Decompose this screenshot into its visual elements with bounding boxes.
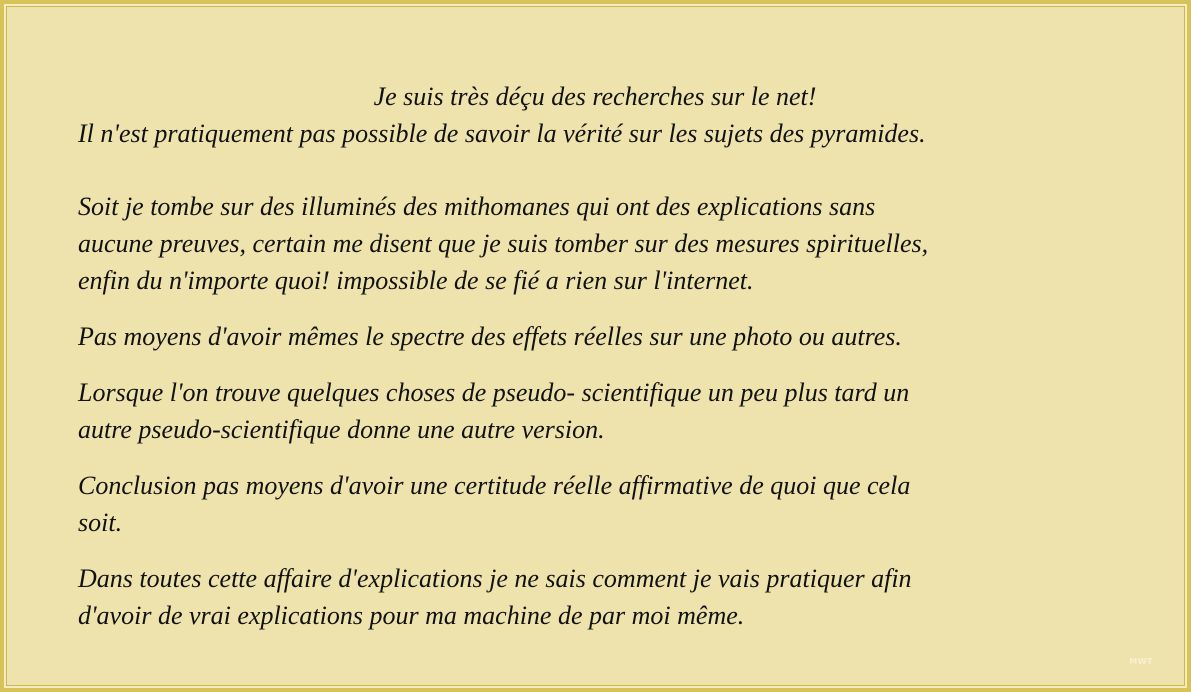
paragraph-line: aucune preuves, certain me disent que je suis tomber sur des mesures spirituelles, [78,229,929,258]
paragraph-line: Dans toutes cette affaire d'explications je ne sais comment je vais pratiquer afin [78,564,912,593]
paragraph-line: Lorsque l'on trouve quelques choses de pseudo- scientifique un peu plus tard un [78,378,910,407]
paragraph-line: Conclusion pas moyens d'avoir une certitude réelle affirmative de quoi que cela [78,471,911,500]
paragraph-line: Soit je tombe sur des illuminés des mithomanes qui ont des explications sans [78,192,876,221]
paragraph-line: d'avoir de vrai explications pour ma machine de par moi même. [78,601,745,630]
spacer [78,152,1128,188]
paragraph [78,560,1128,634]
paragraph-line: soit. [78,508,123,537]
paragraph-line: Pas moyens d'avoir mêmes le spectre des effets réelles sur une photo ou autres. [78,322,902,351]
paragraph [78,467,1128,541]
spacer [78,448,1128,467]
paragraph [78,318,1128,355]
intro-line: Je suis très déçu des recherches sur le net! [373,82,817,111]
spacer [78,299,1128,318]
watermark: MWT [1129,657,1153,666]
paragraph [78,374,1128,448]
spacer [78,355,1128,374]
intro-line: Il n'est pratiquement pas possible de savoir la vérité sur les sujets des pyramides. [78,119,926,148]
paragraph-line: autre pseudo-scientifique donne une autre version. [78,415,605,444]
message-text [78,78,1128,634]
paragraph [78,188,1128,299]
spacer [78,541,1128,560]
paragraph-line: enfin du n'importe quoi! impossible de se fié a rien sur l'internet. [78,266,754,295]
